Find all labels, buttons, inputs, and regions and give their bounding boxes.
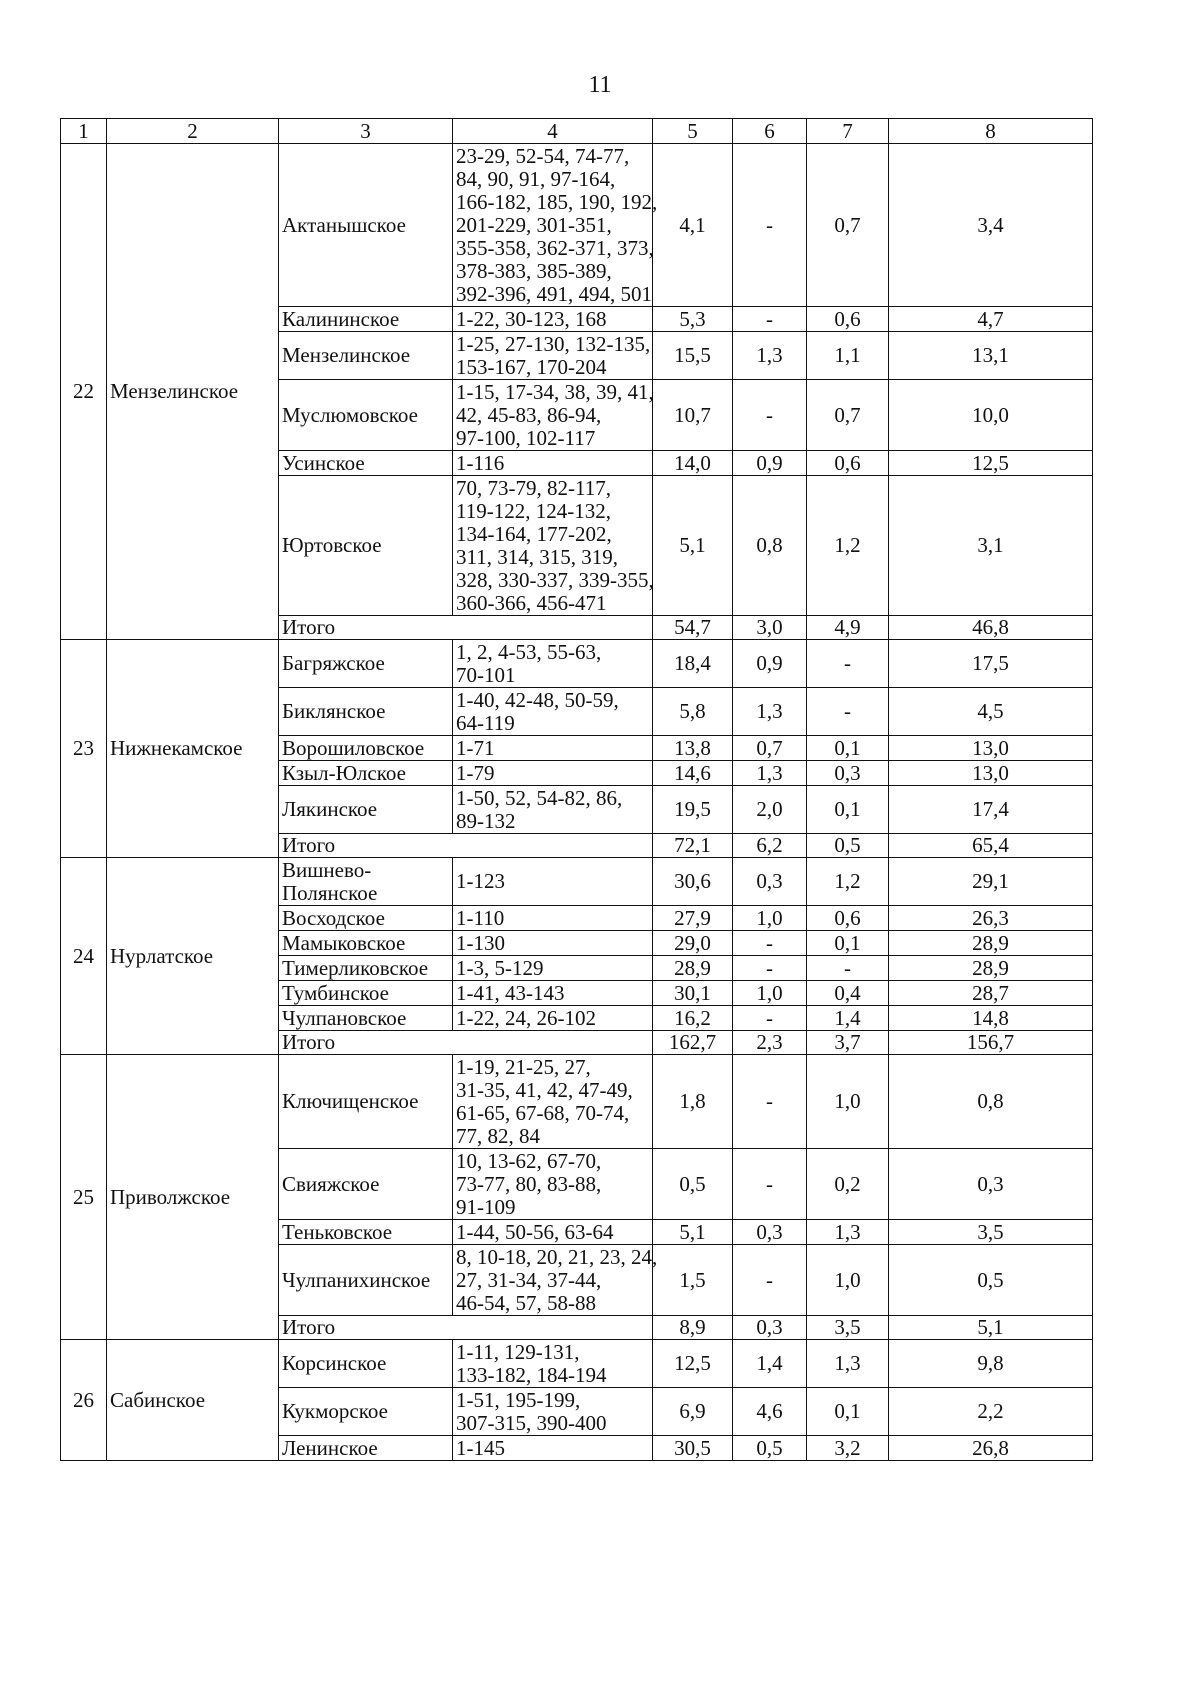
value-col5: 30,5 (653, 1436, 733, 1461)
forestry-name (279, 981, 453, 1006)
value-col8: 29,1 (889, 858, 1093, 906)
value-col5: 0,5 (653, 1149, 733, 1220)
forestry-name (279, 736, 453, 761)
value-col6: - (733, 956, 807, 981)
value-col6: 1,0 (733, 906, 807, 931)
total-col8: 156,7 (889, 1031, 1093, 1055)
parcel-line: 97-100, 102-117 (456, 425, 596, 450)
parcel-line: 1-130 (456, 930, 505, 955)
table-row (61, 640, 1093, 688)
forestry-name-line: Усинское (282, 450, 365, 475)
total-label: Итого (279, 1316, 653, 1340)
value-col7: 0,1 (807, 1388, 889, 1436)
value-col5: 5,1 (653, 476, 733, 616)
value-col6: 0,9 (733, 451, 807, 476)
forestry-name (279, 332, 453, 380)
forestry-name (279, 1245, 453, 1316)
page-number: 11 (588, 72, 612, 98)
forestry-name (279, 640, 453, 688)
forestry-name-line: Тумбинское (282, 980, 389, 1005)
table-row (61, 144, 1093, 307)
header-cell: 1 (61, 119, 107, 144)
total-col7: 4,9 (807, 616, 889, 640)
parcel-numbers (453, 1220, 653, 1245)
parcel-numbers (453, 786, 653, 834)
table-row (61, 1055, 1093, 1149)
parcel-numbers (453, 1149, 653, 1220)
value-col6: 0,3 (733, 858, 807, 906)
parcel-line: 378-383, 385-389, (456, 258, 612, 283)
total-col8: 5,1 (889, 1316, 1093, 1340)
value-col8: 0,8 (889, 1055, 1093, 1149)
forestry-name-line: Чулпановское (282, 1005, 407, 1030)
parcel-line: 27, 31-34, 37-44, (456, 1267, 602, 1292)
forestry-name (279, 1055, 453, 1149)
value-col5: 5,3 (653, 307, 733, 332)
parcel-line: 1-40, 42-48, 50-59, (456, 687, 619, 712)
value-col6: 0,9 (733, 640, 807, 688)
value-col6: - (733, 307, 807, 332)
value-col6: 0,8 (733, 476, 807, 616)
value-col7: - (807, 640, 889, 688)
value-col7: 0,6 (807, 906, 889, 931)
value-col7: 1,0 (807, 1245, 889, 1316)
table-row (61, 858, 1093, 906)
group-number: 26 (61, 1340, 107, 1461)
value-col7: - (807, 688, 889, 736)
forestry-name (279, 931, 453, 956)
total-label: Итого (279, 1031, 653, 1055)
value-col7: 0,6 (807, 307, 889, 332)
total-col8: 65,4 (889, 834, 1093, 858)
parcel-line: 392-396, 491, 494, 501 (456, 281, 652, 306)
parcel-line: 355-358, 362-371, 373, (456, 235, 654, 260)
value-col5: 14,0 (653, 451, 733, 476)
value-col5: 14,6 (653, 761, 733, 786)
value-col5: 1,5 (653, 1245, 733, 1316)
value-col8: 14,8 (889, 1006, 1093, 1031)
forestry-name-line: Теньковское (282, 1219, 393, 1244)
parcel-numbers (453, 640, 653, 688)
forestry-name (279, 786, 453, 834)
parcel-line: 1-19, 21-25, 27, (456, 1054, 591, 1079)
parcel-line: 328, 330-337, 339-355, (456, 567, 654, 592)
parcel-line: 1-41, 43-143 (456, 980, 565, 1005)
total-col5: 8,9 (653, 1316, 733, 1340)
total-col7: 3,7 (807, 1031, 889, 1055)
parcel-line: 1-110 (456, 905, 505, 930)
value-col6: - (733, 380, 807, 451)
parcel-numbers (453, 1244, 658, 1316)
parcel-line: 31-35, 41, 42, 47-49, (456, 1077, 633, 1102)
forestry-name (279, 1149, 453, 1220)
forestry-name (279, 906, 453, 931)
total-col7: 3,5 (807, 1316, 889, 1340)
forestry-name-line: Муслюмовское (282, 402, 418, 427)
forestry-name-line: Калининское (282, 306, 400, 331)
value-col8: 13,0 (889, 736, 1093, 761)
parcel-numbers (453, 380, 653, 451)
parcel-line: 360-366, 456-471 (456, 590, 607, 615)
parcel-line: 1-25, 27-130, 132-135, (456, 331, 651, 356)
parcel-line: 1-22, 24, 26-102 (456, 1005, 596, 1030)
table-row (61, 1340, 1093, 1388)
value-col8: 3,5 (889, 1220, 1093, 1245)
value-col8: 9,8 (889, 1340, 1093, 1388)
forestry-name-line: Лякинское (282, 797, 378, 821)
forestry-name-line: Тимерликовское (282, 955, 429, 980)
value-col6: 0,7 (733, 736, 807, 761)
parcel-numbers (453, 143, 658, 307)
parcel-line: 70-101 (456, 662, 516, 687)
forestry-name-line: Вишнево- (282, 857, 372, 882)
value-col5: 30,1 (653, 981, 733, 1006)
parcel-numbers (453, 451, 653, 476)
forestry-name-line: Мамыковское (282, 930, 406, 955)
parcel-line: 201-229, 301-351, (456, 212, 612, 237)
value-col5: 13,8 (653, 736, 733, 761)
value-col8: 0,5 (889, 1245, 1093, 1316)
total-col5: 162,7 (653, 1031, 733, 1055)
value-col8: 28,7 (889, 981, 1093, 1006)
value-col7: 0,7 (807, 144, 889, 307)
forestry-name (279, 956, 453, 981)
value-col6: 2,0 (733, 786, 807, 834)
value-col8: 10,0 (889, 380, 1093, 451)
value-col6: - (733, 1245, 807, 1316)
header-cell: 7 (807, 119, 889, 144)
value-col7: 0,3 (807, 761, 889, 786)
total-col7: 0,5 (807, 834, 889, 858)
value-col5: 28,9 (653, 956, 733, 981)
value-col7: 1,2 (807, 476, 889, 616)
parcel-line: 1-50, 52, 54-82, 86, (456, 785, 623, 810)
value-col5: 16,2 (653, 1006, 733, 1031)
parcel-line: 46-54, 57, 58-88 (456, 1290, 596, 1315)
value-col7: - (807, 956, 889, 981)
value-col8: 3,4 (889, 144, 1093, 307)
value-col8: 4,7 (889, 307, 1093, 332)
forestry-name-line: Биклянское (282, 699, 386, 723)
parcel-line: 133-182, 184-194 (456, 1362, 607, 1387)
value-col5: 1,8 (653, 1055, 733, 1149)
value-col5: 5,8 (653, 688, 733, 736)
value-col7: 1,4 (807, 1006, 889, 1031)
header-cell: 6 (733, 119, 807, 144)
total-col5: 72,1 (653, 834, 733, 858)
parcel-line: 64-119 (456, 710, 515, 735)
value-col8: 12,5 (889, 451, 1093, 476)
district-name: Приволжское (107, 1055, 279, 1340)
value-col6: 1,3 (733, 688, 807, 736)
parcel-numbers (453, 1388, 653, 1436)
value-col8: 0,3 (889, 1149, 1093, 1220)
value-col7: 0,2 (807, 1149, 889, 1220)
value-col8: 17,5 (889, 640, 1093, 688)
forestry-name-line: Ленинское (282, 1435, 378, 1460)
value-col6: - (733, 1006, 807, 1031)
value-col5: 29,0 (653, 931, 733, 956)
parcel-line: 1-44, 50-56, 63-64 (456, 1219, 614, 1244)
forestry-name (279, 688, 453, 736)
value-col8: 28,9 (889, 956, 1093, 981)
forestry-name (279, 1436, 453, 1461)
value-col8: 26,8 (889, 1436, 1093, 1461)
forestry-name-line: Восходское (282, 905, 385, 930)
group-number: 22 (61, 144, 107, 640)
total-label: Итого (279, 834, 653, 858)
value-col7: 1,0 (807, 1055, 889, 1149)
group-number: 25 (61, 1055, 107, 1340)
value-col8: 3,1 (889, 476, 1093, 616)
forestry-name (279, 144, 453, 307)
forestry-name-line: Чулпанихинское (282, 1267, 431, 1292)
value-col7: 3,2 (807, 1436, 889, 1461)
group-number: 23 (61, 640, 107, 858)
value-col5: 4,1 (653, 144, 733, 307)
parcel-numbers (453, 1340, 653, 1388)
parcel-numbers (453, 307, 653, 332)
parcel-numbers (453, 906, 653, 931)
value-col5: 18,4 (653, 640, 733, 688)
total-col5: 54,7 (653, 616, 733, 640)
forestry-name (279, 307, 453, 332)
parcel-numbers (453, 931, 653, 956)
value-col7: 1,2 (807, 858, 889, 906)
value-col5: 15,5 (653, 332, 733, 380)
forestry-name-line: Полянское (282, 880, 378, 905)
parcel-numbers (453, 1006, 653, 1031)
parcel-line: 73-77, 80, 83-88, (456, 1171, 602, 1196)
forestry-name (279, 761, 453, 786)
forestry-name (279, 1340, 453, 1388)
parcel-line: 1-22, 30-123, 168 (456, 306, 607, 331)
parcel-line: 61-65, 67-68, 70-74, (456, 1100, 630, 1125)
parcel-numbers (453, 761, 653, 786)
parcel-numbers (453, 332, 653, 380)
value-col5: 30,6 (653, 858, 733, 906)
value-col8: 28,9 (889, 931, 1093, 956)
total-col8: 46,8 (889, 616, 1093, 640)
value-col7: 1,3 (807, 1220, 889, 1245)
value-col7: 0,4 (807, 981, 889, 1006)
value-col8: 13,1 (889, 332, 1093, 380)
parcel-line: 307-315, 390-400 (456, 1410, 607, 1435)
total-col6: 6,2 (733, 834, 807, 858)
parcel-line: 1-15, 17-34, 38, 39, 41, (456, 379, 654, 404)
parcel-line: 311, 314, 315, 319, (456, 544, 618, 569)
value-col6: - (733, 1055, 807, 1149)
parcel-line: 70, 73-79, 82-117, (456, 475, 611, 500)
value-col5: 6,9 (653, 1388, 733, 1436)
total-label: Итого (279, 616, 653, 640)
parcel-line: 42, 45-83, 86-94, (456, 402, 602, 427)
forestry-name (279, 1220, 453, 1245)
forestry-name-line: Корсинское (282, 1351, 387, 1375)
parcel-line: 1-51, 195-199, (456, 1387, 581, 1412)
parcel-line: 134-164, 177-202, (456, 521, 612, 546)
forestry-name-line: Юртовское (282, 533, 382, 557)
value-col7: 0,1 (807, 786, 889, 834)
parcel-line: 166-182, 185, 190, 192, (456, 189, 658, 214)
parcel-line: 153-167, 170-204 (456, 354, 607, 379)
header-row (61, 119, 1093, 144)
value-col6: - (733, 1149, 807, 1220)
value-col5: 10,7 (653, 380, 733, 451)
forestry-name-line: Ворошиловское (282, 735, 425, 760)
parcel-line: 77, 82, 84 (456, 1123, 540, 1148)
forestry-name-line: Свияжское (282, 1171, 380, 1196)
header-cell: 5 (653, 119, 733, 144)
parcel-line: 1-11, 129-131, (456, 1339, 580, 1364)
header-cell: 4 (453, 119, 653, 144)
parcel-line: 89-132 (456, 808, 516, 833)
district-name: Нурлатское (107, 858, 279, 1055)
forestry-name-line: Мензелинское (282, 343, 411, 367)
value-col6: 1,3 (733, 761, 807, 786)
parcel-line: 1-145 (456, 1435, 505, 1460)
value-col6: 1,3 (733, 332, 807, 380)
forestry-name-line: Кзыл-Юлское (282, 760, 406, 785)
group-number: 24 (61, 858, 107, 1055)
value-col6: 1,4 (733, 1340, 807, 1388)
value-col6: 0,5 (733, 1436, 807, 1461)
total-col6: 0,3 (733, 1316, 807, 1340)
parcel-numbers (453, 956, 653, 981)
forestry-name-line: Кукморское (282, 1399, 388, 1423)
parcel-line: 84, 90, 91, 97-164, (456, 166, 616, 191)
value-col6: 4,6 (733, 1388, 807, 1436)
forestry-name (279, 1388, 453, 1436)
forestry-name-line: Актанышское (282, 212, 406, 237)
parcel-line: 23-29, 52-54, 74-77, (456, 143, 630, 168)
parcel-line: 10, 13-62, 67-70, (456, 1148, 602, 1173)
forestry-name-line: Багряжское (282, 651, 385, 675)
forestry-table (60, 118, 1093, 1461)
parcel-numbers (453, 1436, 653, 1461)
forestry-name (279, 451, 453, 476)
parcel-line: 1, 2, 4-53, 55-63, (456, 639, 602, 664)
parcel-numbers (453, 476, 653, 616)
parcel-line: 1-3, 5-129 (456, 955, 544, 980)
value-col7: 0,1 (807, 736, 889, 761)
value-col6: 1,0 (733, 981, 807, 1006)
value-col5: 19,5 (653, 786, 733, 834)
header-cell: 3 (279, 119, 453, 144)
value-col6: - (733, 931, 807, 956)
parcel-line: 1-123 (456, 869, 505, 893)
district-name: Сабинское (107, 1340, 279, 1461)
value-col7: 1,3 (807, 1340, 889, 1388)
header-cell: 8 (889, 119, 1093, 144)
parcel-line: 8, 10-18, 20, 21, 23, 24, (456, 1244, 658, 1269)
parcel-numbers (453, 981, 653, 1006)
parcel-numbers (453, 858, 653, 906)
value-col8: 2,2 (889, 1388, 1093, 1436)
header-cell: 2 (107, 119, 279, 144)
parcel-line: 91-109 (456, 1194, 516, 1219)
total-col6: 2,3 (733, 1031, 807, 1055)
parcel-line: 1-116 (456, 450, 505, 475)
parcel-numbers (453, 688, 653, 736)
total-col6: 3,0 (733, 616, 807, 640)
parcel-line: 1-79 (456, 760, 495, 785)
value-col6: 0,3 (733, 1220, 807, 1245)
district-name: Мензелинское (107, 144, 279, 640)
value-col8: 4,5 (889, 688, 1093, 736)
value-col7: 1,1 (807, 332, 889, 380)
district-name: Нижнекамское (107, 640, 279, 858)
forestry-name (279, 380, 453, 451)
value-col8: 17,4 (889, 786, 1093, 834)
value-col5: 5,1 (653, 1220, 733, 1245)
value-col7: 0,7 (807, 380, 889, 451)
parcel-numbers (453, 736, 653, 761)
value-col8: 26,3 (889, 906, 1093, 931)
value-col8: 13,0 (889, 761, 1093, 786)
parcel-numbers (453, 1055, 653, 1149)
forestry-name (279, 1006, 453, 1031)
value-col6: - (733, 144, 807, 307)
parcel-line: 119-122, 124-132, (456, 498, 611, 523)
value-col5: 27,9 (653, 906, 733, 931)
value-col7: 0,1 (807, 931, 889, 956)
forestry-name (279, 858, 453, 906)
forestry-name-line: Ключищенское (282, 1089, 419, 1113)
value-col5: 12,5 (653, 1340, 733, 1388)
parcel-line: 1-71 (456, 735, 495, 760)
forestry-name (279, 476, 453, 616)
value-col7: 0,6 (807, 451, 889, 476)
